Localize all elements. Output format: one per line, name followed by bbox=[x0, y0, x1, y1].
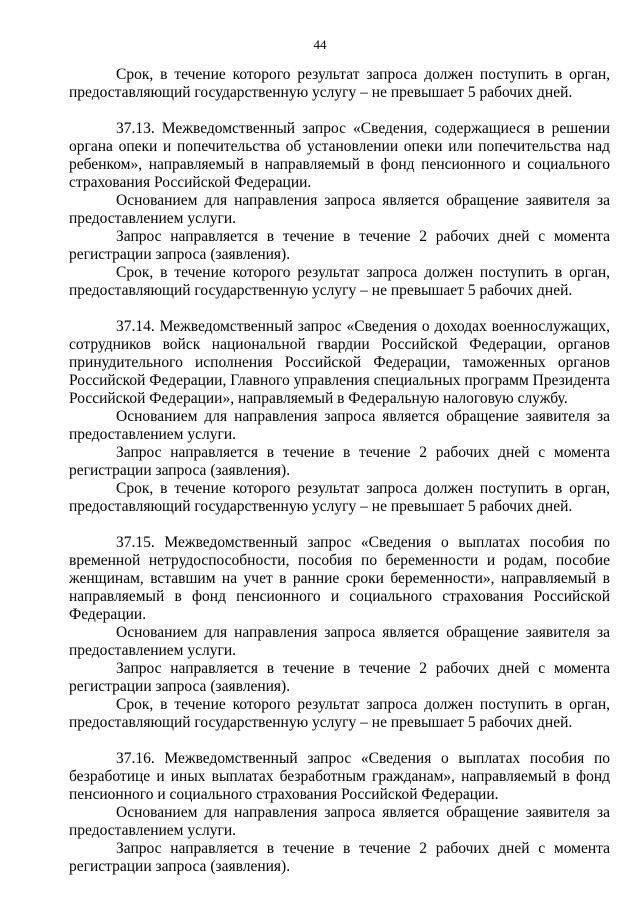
section-37-13 bbox=[69, 120, 610, 300]
paragraph: Срок, в течение которого результат запроса должен поступить в орган, предоставляющий государственную услугу – не превышает 5 рабочих дней. bbox=[69, 66, 610, 101]
section-37-16 bbox=[69, 750, 610, 876]
paragraph: Срок, в течение которого результат запроса должен поступить в орган, предоставляющий государственную услугу – не превышает 5 рабочих дней. bbox=[69, 696, 610, 731]
section-37-14 bbox=[69, 318, 610, 516]
section-37-15 bbox=[69, 534, 610, 732]
section-term-tail bbox=[69, 66, 610, 102]
document-body bbox=[69, 66, 610, 876]
paragraph: Запрос направляется в течение в течение 2 рабочих дней с момента регистрации запроса (заявления). bbox=[69, 840, 610, 875]
paragraph: Основанием для направления запроса является обращение заявителя за предоставлением услуги. bbox=[69, 624, 610, 659]
paragraph-heading: 37.14. Межведомственный запрос «Сведения о доходах военнослужащих, сотрудников войск национальной гвардии Российской Федерации, органов принудительного исполнения Российской Федерации, таможенных органов Российской Федерации, Главного управления специальных программ Президента Российской Федерации», направляемый в Федеральную налоговую службу. bbox=[69, 318, 610, 407]
paragraph-heading: 37.15. Межведомственный запрос «Сведения о выплатах пособия по временной нетрудоспособности, пособия по беременности и родам, пособие женщинам, вставшим на учет в ранние сроки беременности», направляемый в направляемый в фонд пенсионного и социального страхования Российской Федерации. bbox=[69, 534, 610, 623]
paragraph: Запрос направляется в течение в течение 2 рабочих дней с момента регистрации запроса (заявления). bbox=[69, 228, 610, 263]
paragraph: Запрос направляется в течение в течение 2 рабочих дней с момента регистрации запроса (заявления). bbox=[69, 660, 610, 695]
paragraph: Срок, в течение которого результат запроса должен поступить в орган, предоставляющий государственную услугу – не превышает 5 рабочих дней. bbox=[69, 264, 610, 299]
paragraph: Основанием для направления запроса является обращение заявителя за предоставлением услуги. bbox=[69, 192, 610, 227]
paragraph-heading: 37.13. Межведомственный запрос «Сведения, содержащиеся в решении органа опеки и попечительства об установлении опеки или попечительства над ребенком», направляемый в направляемый в фонд пенсионного и социального страхования Российской Федерации. bbox=[69, 120, 610, 191]
paragraph: Запрос направляется в течение в течение 2 рабочих дней с момента регистрации запроса (заявления). bbox=[69, 444, 610, 479]
paragraph: Основанием для направления запроса является обращение заявителя за предоставлением услуги. bbox=[69, 804, 610, 839]
paragraph: Основанием для направления запроса является обращение заявителя за предоставлением услуги. bbox=[69, 408, 610, 443]
paragraph-heading: 37.16. Межведомственный запрос «Сведения о выплатах пособия по безработице и иных выплатах безработным гражданам», направляемый в фонд пенсионного и социального страхования Российской Федерации. bbox=[69, 750, 610, 803]
paragraph: Срок, в течение которого результат запроса должен поступить в орган, предоставляющий государственную услугу – не превышает 5 рабочих дней. bbox=[69, 480, 610, 515]
page-number: 44 bbox=[313, 37, 327, 52]
